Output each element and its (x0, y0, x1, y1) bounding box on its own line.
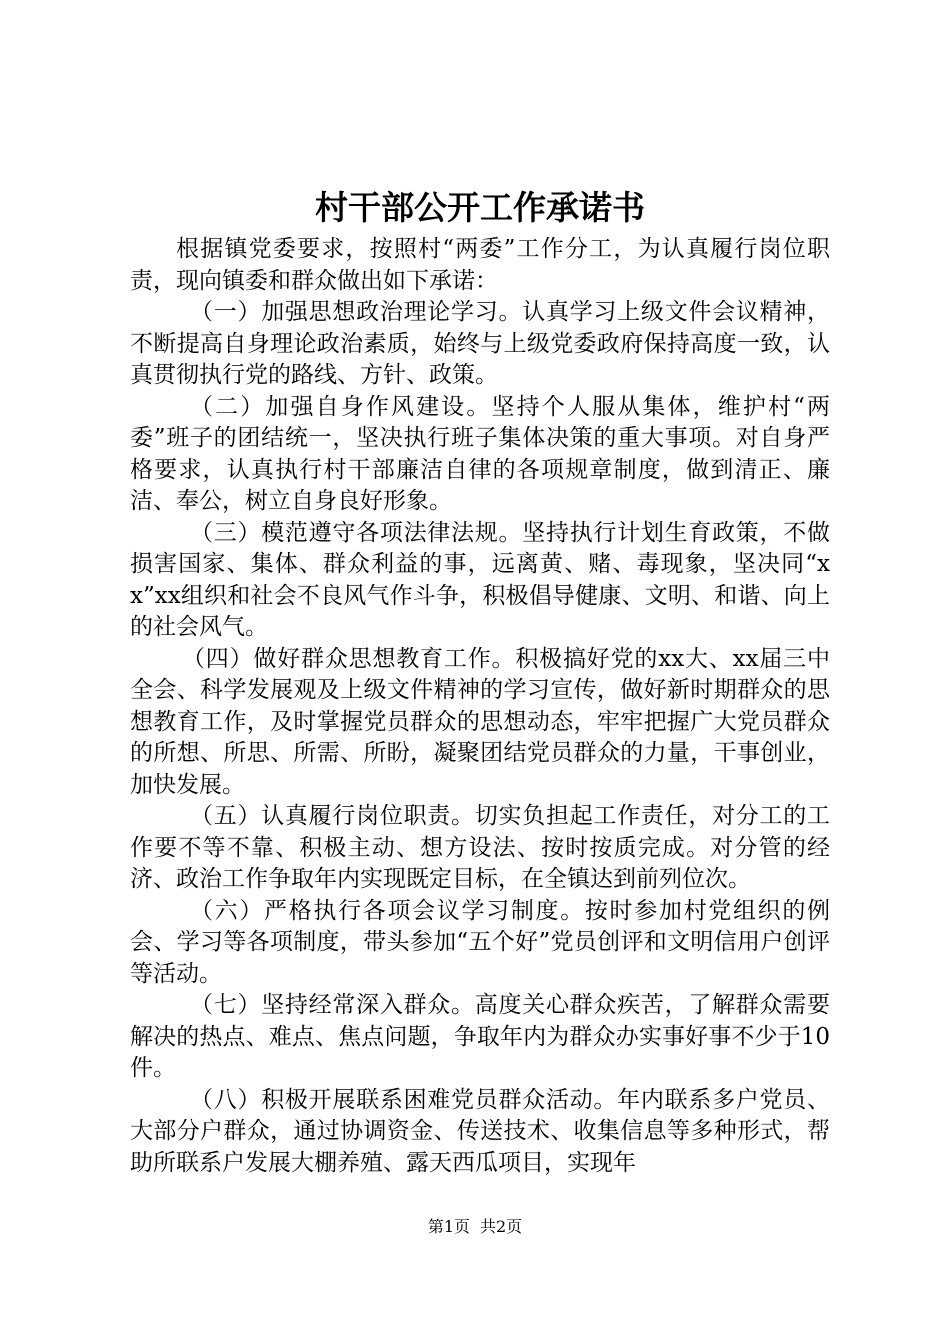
commitment-paragraph-4: （四）做好群众思想教育工作。积极搞好党的xx大、xx届三中全会、科学发展观及上级文件精神的学习宣传，做好新时期群众的思想教育工作，及时掌握党员群众的思想动态，牢牢把握广大党员群众的所想、所思、所需、所盼，凝聚团结党员群众的力量，干事创业，加快发展。 (130, 645, 830, 798)
commitment-paragraph-7: （七）坚持经常深入群众。高度关心群众疾苦，了解群众需要解决的热点、难点、焦点问题，争取年内为群众办实事好事不少于10件。 (130, 992, 830, 1081)
commitment-paragraph-2: （二）加强自身作风建设。坚持个人服从集体，维护村“两委”班子的团结统一，坚决执行班子集体决策的重大事项。对自身严格要求，认真执行村干部廉洁自律的各项规章制度，做到清正、廉洁、奉公，树立自身良好形象。 (130, 393, 830, 514)
commitment-paragraph-6: （六）严格执行各项会议学习制度。按时参加村党组织的例会、学习等各项制度，带头参加“五个好”党员创评和文明信用户创评等活动。 (130, 897, 830, 987)
document-title: 村干部公开工作承诺书 (315, 188, 645, 227)
commitment-paragraph-3: （三）模范遵守各项法律法规。坚持执行计划生育政策，不做损害国家、集体、群众利益的事，远离黄、赌、毒现象，坚决同“xx”xx组织和社会不良风气作斗争，积极倡导健康、文明、和谐、向上的社会风气。 (130, 519, 830, 640)
intro-paragraph: 根据镇党委要求，按照村“两委”工作分工，为认真履行岗位职责，现向镇委和群众做出如下承诺： (130, 236, 830, 294)
commitment-paragraph-1: （一）加强思想政治理论学习。认真学习上级文件会议精神，不断提高自身理论政治素质，始终与上级党委政府保持高度一致，认真贯彻执行党的路线、方针、政策。 (130, 299, 830, 388)
commitment-paragraph-5: （五）认真履行岗位职责。切实负担起工作责任，对分工的工作要不等不靠、积极主动、想方设法、按时按质完成。对分管的经济、政治工作争取年内实现既定目标，在全镇达到前列位次。 (130, 803, 830, 892)
page-total: 共2页 (480, 1217, 523, 1236)
document-body (130, 234, 830, 1179)
page-number: 第1页 (427, 1217, 470, 1236)
document-page (130, 0, 830, 1344)
page-footer (0, 1216, 950, 1238)
commitment-paragraph-8: （八）积极开展联系困难党员群众活动。年内联系多户党员、大部分户群众，通过协调资金、传送技术、收集信息等多种形式，帮助所联系户发展大棚养殖、露天西瓜项目，实现年 (130, 1086, 830, 1176)
